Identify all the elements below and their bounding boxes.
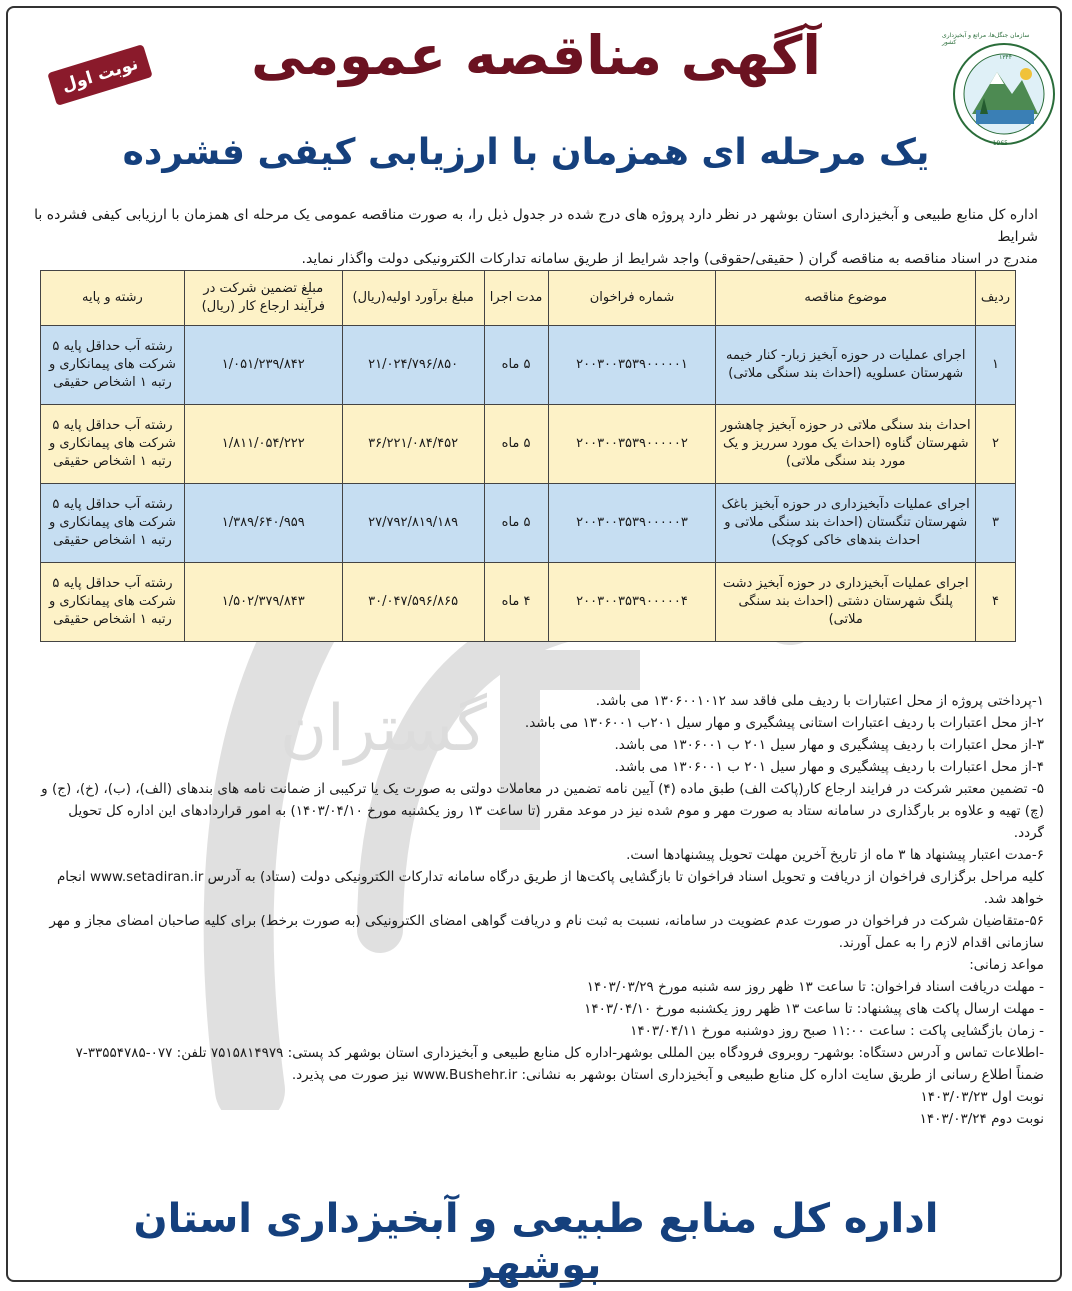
note-item: ۵۶-متقاضیان شرکت در فراخوان در صورت عدم عضویت در سامانه، نسبت به ثبت نام و دریافت گواهی امضای الکترونیکی (به صورت برخط) برای کلیه صاحبان امضای مجاز و مهر سازمانی اقدام لازم را به عمل آورند. — [49, 913, 1044, 951]
cell-guarantee: ۱/۰۵۱/۲۳۹/۸۴۲ — [184, 326, 342, 405]
col-header-subject: موضوع مناقصه — [716, 271, 976, 326]
tender-table — [40, 270, 1016, 642]
note-item: ۴-از محل اعتبارات با ردیف پیشگیری و مهار سیل ۲۰۱ ب ۱۳۰۶۰۰۱ می باشد. — [614, 759, 1044, 775]
cell-call-number: ۲۰۰۳۰۰۳۵۳۹۰۰۰۰۰۴ — [548, 563, 716, 642]
col-header-row-number: ردیف — [976, 271, 1016, 326]
cell-guarantee: ۱/۳۸۹/۶۴۰/۹۵۹ — [184, 484, 342, 563]
cell-row-number: ۴ — [976, 563, 1016, 642]
intro-paragraph — [34, 204, 1038, 270]
logo-caption: سازمان جنگل‌ها، مراتع و آبخیزداری کشور — [942, 32, 1030, 46]
logo-year-persian: ۱۳۴۴ — [999, 54, 1012, 61]
cell-subject: اجرای عملیات دآبخیزداری در حوزه آبخیز باغک شهرستان تنگستان (احداث بند سنگی ملاتی و احداث بندهای خاکی کوچک) — [716, 484, 976, 563]
table-row — [41, 405, 1016, 484]
cell-call-number: ۲۰۰۳۰۰۳۵۳۹۰۰۰۰۰۱ — [548, 326, 716, 405]
cell-grade: رشته آب حداقل پایه ۵ شرکت های پیمانکاری و رتبه ۱ اشخاص حقیقی — [41, 326, 185, 405]
note-item: - مهلت دریافت اسناد فراخوان: تا ساعت ۱۳ ظهر روز سه شنبه مورخ ۱۴۰۳/۰۳/۲۹ — [586, 979, 1044, 995]
col-header-estimate: مبلغ برآورد اولیه(ریال) — [342, 271, 484, 326]
note-item: مواعد زمانی: — [969, 957, 1044, 973]
cell-estimate: ۲۱/۰۲۴/۷۹۶/۸۵۰ — [342, 326, 484, 405]
cell-subject: احداث بند سنگی ملاتی در حوزه آبخیز چاهشور شهرستان گناوه (احداث یک مورد سرریز و یک مورد بند سنگی ملاتی) — [716, 405, 976, 484]
cell-guarantee: ۱/۵۰۲/۳۷۹/۸۴۳ — [184, 563, 342, 642]
cell-estimate: ۳۶/۲۲۱/۰۸۴/۴۵۲ — [342, 405, 484, 484]
note-item: - زمان بازگشایی پاکت : ساعت ۱۱:۰۰ صبح روز دوشنبه مورخ ۱۴۰۳/۰۴/۱۱ — [630, 1023, 1044, 1039]
cell-grade: رشته آب حداقل پایه ۵ شرکت های پیمانکاری و رتبه ۱ اشخاص حقیقی — [41, 405, 185, 484]
cell-grade: رشته آب حداقل پایه ۵ شرکت های پیمانکاری و رتبه ۱ اشخاص حقیقی — [41, 563, 185, 642]
cell-row-number: ۳ — [976, 484, 1016, 563]
watermark-text: گستران — [280, 692, 487, 766]
col-header-grade: رشته و پایه — [41, 271, 185, 326]
note-item: - مهلت ارسال پاکت های پیشنهاد: تا ساعت ۱۳ ظهر روز یکشنبه مورخ ۱۴۰۳/۰۴/۱۰ — [584, 1001, 1044, 1017]
organization-logo — [942, 14, 1060, 164]
col-header-guarantee: مبلغ تضمین شرکت در فرآیند ارجاع کار (ریال) — [184, 271, 342, 326]
cell-duration: ۴ ماه — [484, 563, 548, 642]
note-item: ۳-از محل اعتبارات با ردیف پیشگیری و مهار سیل ۲۰۱ ب ۱۳۰۶۰۰۱ می باشد. — [614, 737, 1044, 753]
note-item: ۲-از محل اعتبارات با ردیف اعتبارات استانی پیشگیری و مهار سیل ۲۰۱ب ۱۳۰۶۰۰۱ می باشد. — [524, 715, 1044, 731]
cell-subject: اجرای عملیات آبخیزداری در حوزه آبخیز دشت پلنگ شهرستان دشتی (احداث بند سنگی ملاتی) — [716, 563, 976, 642]
cell-duration: ۵ ماه — [484, 405, 548, 484]
note-item: نوبت دوم ۱۴۰۳/۰۳/۲۴ — [919, 1111, 1044, 1127]
page-subtitle: یک مرحله ای همزمان با ارزیابی کیفی فشرده — [122, 132, 930, 173]
table-header-row — [41, 271, 1016, 326]
note-item: کلیه مراحل برگزاری فراخوان از دریافت و تحویل اسناد فراخوان تا بازگشایی پاکت‌ها از طریق درگاه سامانه تدارکات الکترونیکی دولت (ستاد) به آدرس www.setadiran.ir انجام خواهد شد. — [56, 869, 1044, 907]
cell-guarantee: ۱/۸۱۱/۰۵۴/۲۲۲ — [184, 405, 342, 484]
cell-subject: اجرای عملیات در حوزه آبخیز زبار- کنار خیمه شهرستان عسلویه (احداث بند سنگی ملاتی) — [716, 326, 976, 405]
conditions-list — [36, 690, 1044, 1130]
first-round-badge: نوبت اول — [47, 44, 153, 106]
note-item: نوبت اول ۱۴۰۳/۰۳/۲۳ — [920, 1089, 1044, 1105]
note-item: -اطلاعات تماس و آدرس دستگاه: بوشهر- روبروی فرودگاه بین المللی بوشهر-اداره کل منابع طبیعی و آبخیزداری استان بوشهر کد پستی: ۷۵۱۵۸۱۴۹۷۹ تلفن: ۰۷۷-۳۳۵۵۴۷۸۵-۷ — [75, 1045, 1044, 1061]
cell-estimate: ۲۷/۷۹۲/۸۱۹/۱۸۹ — [342, 484, 484, 563]
col-header-call-number: شماره فراخوان — [548, 271, 716, 326]
note-item: ضمناً اطلاع رسانی از طریق سایت اداره کل منابع طبیعی و آبخیزداری استان بوشهر به نشانی: www.Bushehr.ir نیز صورت می پذیرد. — [291, 1067, 1044, 1083]
cell-estimate: ۳۰/۰۴۷/۵۹۶/۸۶۵ — [342, 563, 484, 642]
cell-grade: رشته آب حداقل پایه ۵ شرکت های پیمانکاری و رتبه ۱ اشخاص حقیقی — [41, 484, 185, 563]
note-item: ۶-مدت اعتبار پیشنهاد ها ۳ ماه از تاریخ آخرین مهلت تحویل پیشنهادها است. — [626, 847, 1044, 863]
footer-organization: اداره کل منابع طبیعی و آبخیزداری استان بوشهر — [133, 1196, 939, 1288]
intro-line: مندرج در اسناد مناقصه به مناقصه گران ( حقیقی/حقوقی) واجد شرایط از طریق سامانه تدارکات الکترونیکی دولت واگذار نماید. — [301, 251, 1038, 267]
logo-year-gregorian: 1965 — [992, 140, 1008, 147]
note-item: ۱-پرداختی پروژه از محل اعتبارات با ردیف ملی فاقد سد ۱۳۰۶۰۰۱۰۱۲ می باشد. — [595, 693, 1044, 709]
cell-duration: ۵ ماه — [484, 484, 548, 563]
cell-duration: ۵ ماه — [484, 326, 548, 405]
cell-call-number: ۲۰۰۳۰۰۳۵۳۹۰۰۰۰۰۲ — [548, 405, 716, 484]
cell-row-number: ۱ — [976, 326, 1016, 405]
table-row — [41, 563, 1016, 642]
table-row — [41, 484, 1016, 563]
cell-row-number: ۲ — [976, 405, 1016, 484]
page-title: آگهی مناقصه عمومی — [251, 24, 821, 87]
col-header-duration: مدت اجرا — [484, 271, 548, 326]
table-row — [41, 326, 1016, 405]
cell-call-number: ۲۰۰۳۰۰۳۵۳۹۰۰۰۰۰۳ — [548, 484, 716, 563]
note-item: ۵- تضمین معتبر شرکت در فرایند ارجاع کار(پاکت الف) طبق ماده (۴) آیین نامه تضمین در معاملات دولتی به صورت یک یا ترکیبی از ضمانت نامه های بندهای (الف)، (ب)، (خ)، (ج) و (چ) تهیه و علاوه بر بارگذاری در سامانه ستاد به صورت مهر و موم شده نیز در موعد مقرر (تا ساعت ۱۳ روز یکشنبه مورخ ۱۴۰۳/۰۴/۱۰) به امور قراردادهای این اداره کل تحویل گردد. — [41, 781, 1044, 841]
intro-line: اداره کل منابع طبیعی و آبخیزداری استان بوشهر در نظر دارد پروژه های درج شده در جدول ذیل را، به صورت مناقصه عمومی یک مرحله ای همزمان با ارزیابی کیفی فشرده با شرایط — [34, 207, 1038, 245]
